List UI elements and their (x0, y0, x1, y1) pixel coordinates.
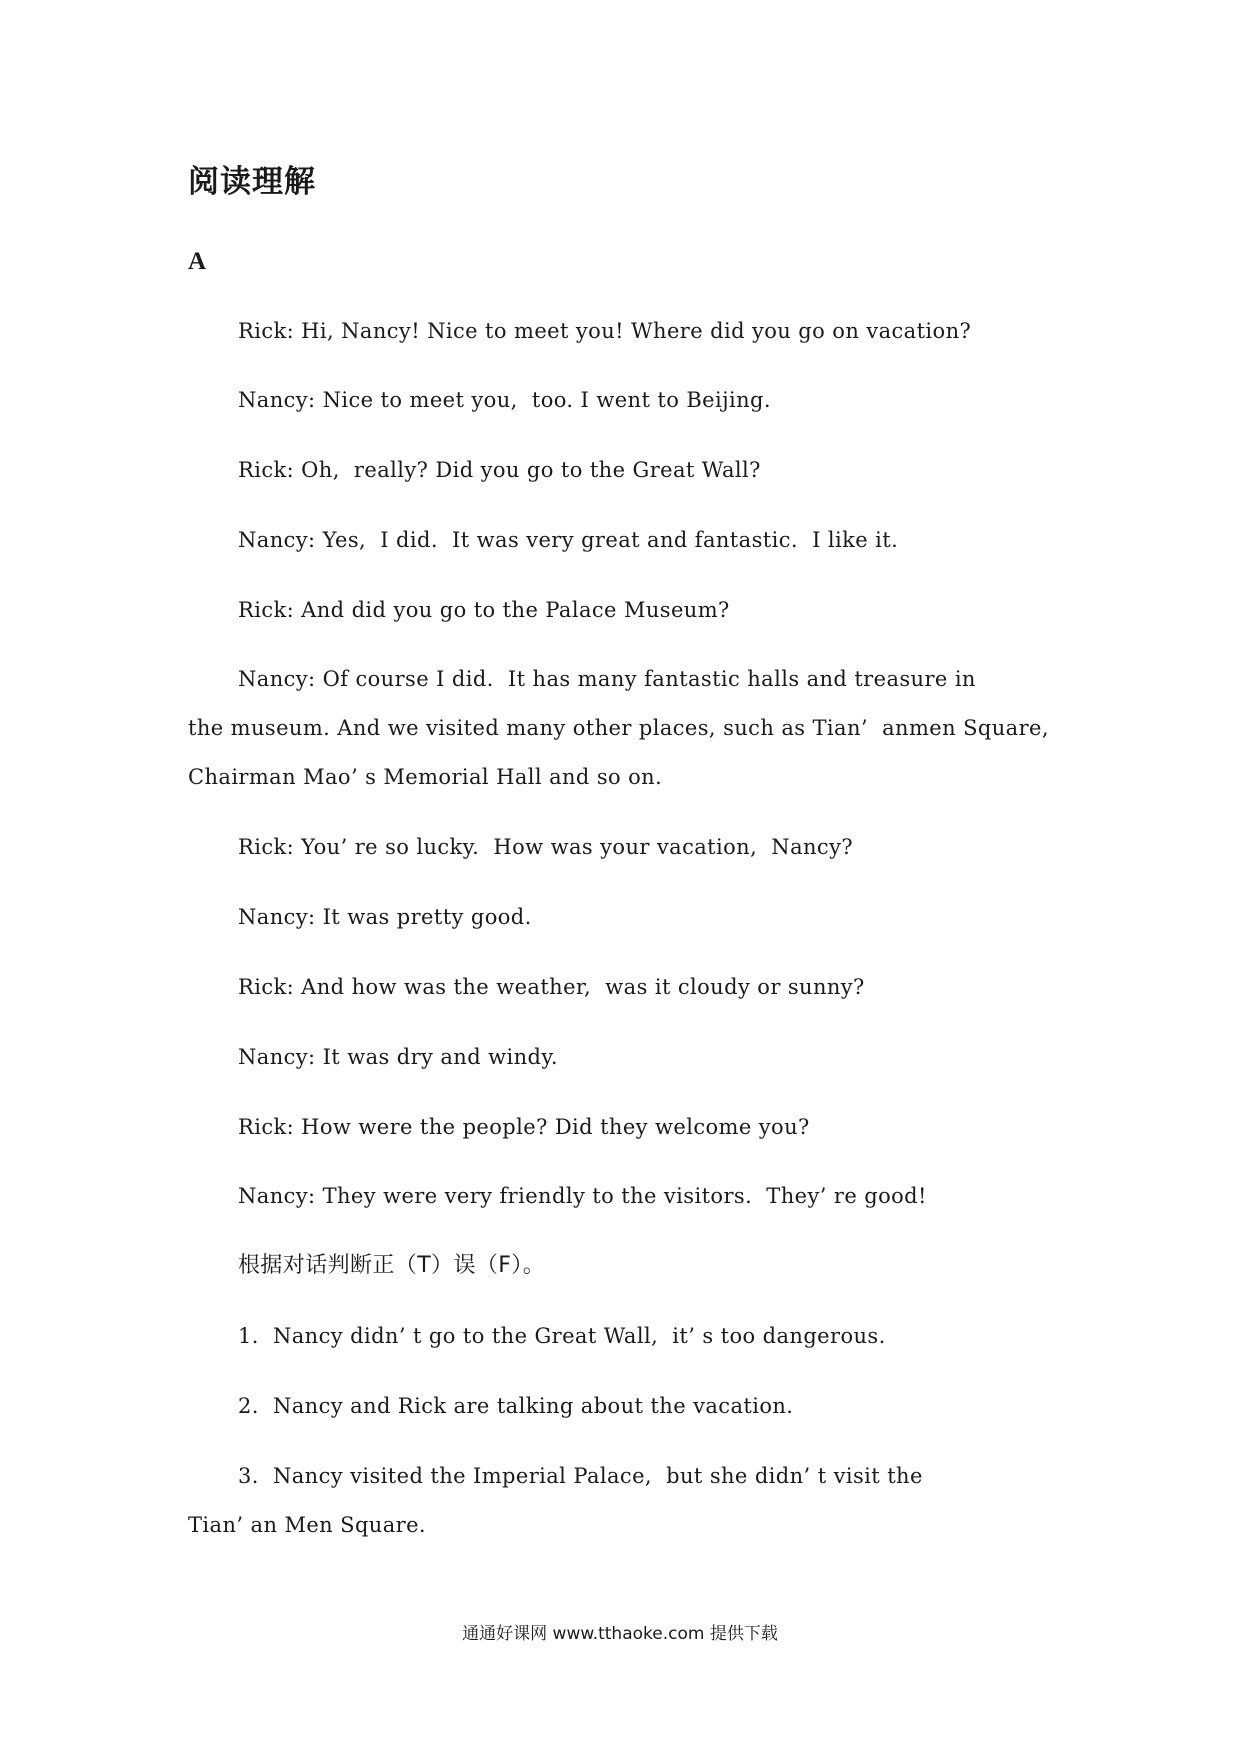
dialogue-line: Chairman Mao’ s Memorial Hall and so on. (188, 765, 663, 789)
dialogue-line: Rick: Oh, really? Did you go to the Great Wall? (238, 458, 761, 482)
question-item: 3. Nancy visited the Imperial Palace, but she didn’ t visit the (238, 1464, 923, 1488)
dialogue-line: Nancy: Of course I did. It has many fantastic halls and treasure in (238, 667, 976, 691)
dialogue-line: the museum. And we visited many other places, such as Tian’ anmen Square, (188, 716, 1049, 740)
dialogue-line: Nancy: They were very friendly to the visitors. They’ re good! (238, 1184, 927, 1208)
dialogue-line: Rick: And did you go to the Palace Museum? (238, 598, 730, 622)
dialogue-line: Rick: You’ re so lucky. How was your vacation, Nancy? (238, 835, 854, 859)
dialogue-line: Nancy: It was dry and windy. (238, 1045, 558, 1069)
question-item: 2. Nancy and Rick are talking about the vacation. (238, 1394, 794, 1418)
dialogue-line: Nancy: Yes, I did. It was very great and fantastic. I like it. (238, 528, 899, 552)
question-item: Tian’ an Men Square. (188, 1513, 426, 1537)
dialogue-line: Nancy: Nice to meet you, too. I went to Beijing. (238, 388, 771, 412)
dialogue-line: Rick: Hi, Nancy! Nice to meet you! Where did you go on vacation? (238, 319, 972, 343)
dialogue-line: Rick: And how was the weather, was it cloudy or sunny? (238, 975, 865, 999)
question-item: 1. Nancy didn’ t go to the Great Wall, it’ s too dangerous. (238, 1324, 886, 1348)
page-footer: 通通好课网 www.tthaoke.com 提供下载 (462, 1624, 778, 1644)
dialogue-line: Rick: How were the people? Did they welcome you? (238, 1115, 810, 1139)
dialogue-line: Nancy: It was pretty good. (238, 905, 532, 929)
page-heading: 阅读理解 (188, 164, 316, 200)
section-label: A (188, 248, 207, 275)
instruction-text: 根据对话判断正（T）误（F）。 (238, 1253, 546, 1278)
